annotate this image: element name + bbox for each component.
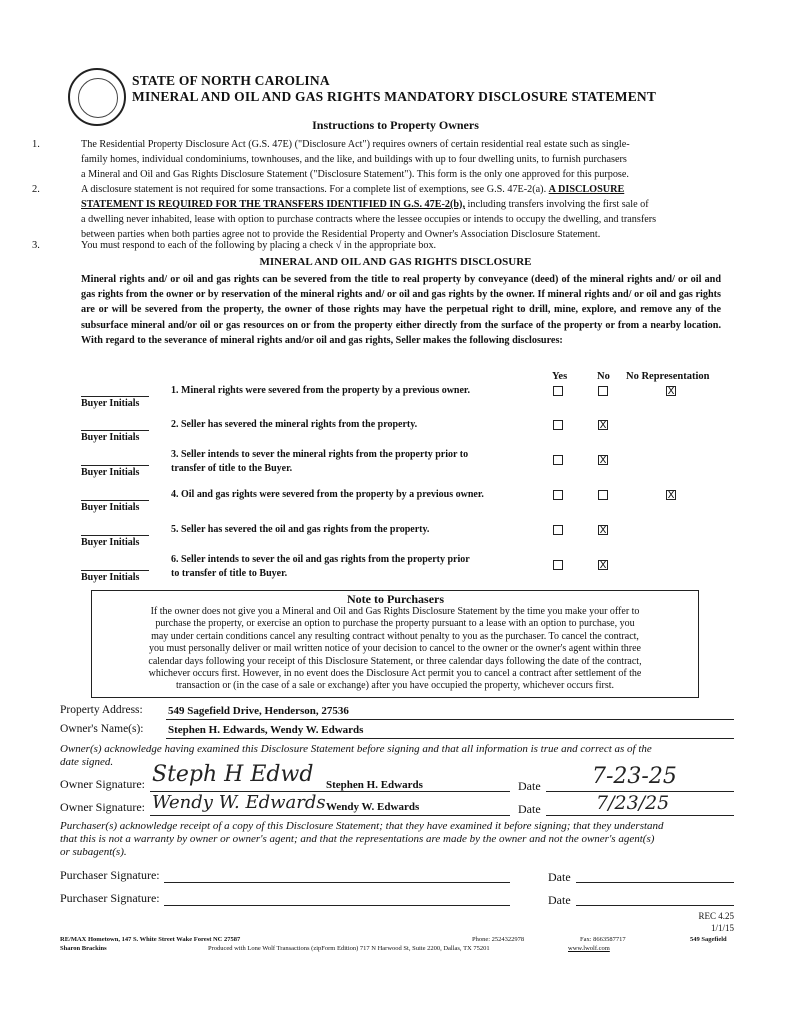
owner-name-2: Wendy W. Edwards — [326, 801, 420, 813]
disclosure-text: Mineral rights and/ or oil and gas rights can be severed from the title to real property by conveyance (deed) of the mineral rights and/ or oil and gas rights from the owner or by reservation of the mineral rights and/ or oil and gas rights by the owner. If mineral rights and/ or oil and gas rights are or will be severed from the property, the owner of those rights may have the perpetual right to drill, mine, explore, and remove any of the subsurface mineral and/or oil or gas resources on or from the property either directly from the surface of the property or from a nearby location. With regard to the severance of mineral rights and/or oil and gas rights, Seller makes the following disclosures: — [81, 274, 721, 346]
instruction-num-3: 3. — [32, 240, 40, 251]
buyer-initials-label: Buyer Initials — [81, 467, 140, 478]
address-line — [166, 719, 734, 720]
sig-line-2 — [150, 815, 510, 816]
instruction-num-2: 2. — [32, 184, 40, 195]
purchaser-date-label-1: Date — [548, 870, 571, 884]
buyer-initials-label: Buyer Initials — [81, 398, 140, 409]
purchaser-date-label-2: Date — [548, 893, 571, 907]
owner-date-2[interactable]: 7/23/25 — [596, 792, 670, 814]
property-address-value[interactable]: 549 Sagefield Drive, Henderson, 27536 — [168, 705, 349, 717]
property-address-label: Property Address: — [60, 704, 143, 716]
date-label-1: Date — [518, 779, 541, 793]
buyer-initials-line[interactable] — [81, 465, 149, 466]
disclosure-item-5: 5. Seller has severed the oil and gas rights from the property. — [171, 524, 430, 535]
buyer-initials-label: Buyer Initials — [81, 502, 140, 513]
disclosure-item-3: 3. Seller intends to sever the mineral rights from the property prior to transfer of title to the Buyer. — [171, 449, 469, 474]
checkbox-yes-1[interactable] — [553, 386, 563, 396]
checkbox-no-6[interactable]: X — [599, 560, 607, 571]
buyer-initials-line[interactable] — [81, 396, 149, 397]
buyer-initials-line[interactable] — [81, 535, 149, 536]
owner-signature-label-1: Owner Signature: — [60, 777, 145, 791]
col-no-representation: No Representation — [626, 371, 710, 382]
disclosure-title: MINERAL AND OIL AND GAS RIGHTS DISCLOSURE — [259, 256, 532, 268]
footer-office: RE/MAX Hometown, 147 S. White Street Wake Forest NC 27587 — [60, 936, 241, 943]
owner-signature-1[interactable]: Steph H Edwd — [152, 762, 314, 787]
disclosure-item-4: 4. Oil and gas rights were severed from the property by a previous owner. — [171, 489, 484, 500]
owners-name-label: Owner's Name(s): — [60, 723, 144, 735]
purchaser-signature-label-2: Purchaser Signature: — [60, 891, 160, 905]
disclosure-item-1: 1. Mineral rights were severed from the property by a previous owner. — [171, 385, 470, 396]
footer-agent: Sharon Brackins — [60, 945, 107, 952]
buyer-initials-line[interactable] — [81, 500, 149, 501]
purchaser-signature-label-1: Purchaser Signature: — [60, 868, 160, 882]
owner-acknowledgment: Owner(s) acknowledge having examined this Disclosure Statement before signing and that all information is true and correct as of the date signed. — [60, 743, 652, 768]
form-heading: MINERAL AND OIL AND GAS RIGHTS MANDATORY DISCLOSURE STATEMENT — [132, 89, 657, 104]
instruction-3: You must respond to each of the following by placing a check √ in the appropriate box. — [81, 240, 437, 251]
owner-signature-2[interactable]: Wendy W. Edwards — [152, 792, 326, 813]
col-no: No — [597, 371, 610, 382]
owners-line — [166, 738, 734, 739]
footer-file-name: 549 Sagefield — [690, 936, 727, 943]
checkbox-no-1[interactable] — [598, 386, 608, 396]
note-title: Note to Purchasers — [346, 592, 445, 606]
note-body: If the owner does not give you a Mineral and Oil and Gas Rights Disclosure Statement by the time you make your offer to purchase the property, or exercise an option to purchase the property pursuant to a lease with an option to purchase, you may under certain conditions cancel any resulting contract without penalty to you as the purchaser. To cancel the contract, you must personally deliver or mail written notice of your decision to cancel to the owner or the owner's agent within three calendar days following your receipt of this Disclosure Statement, or three calendar days following the date of the contract, whichever occurs first. However, in no event does the Disclosure Act permit you to cancel a contract after settlement of the transaction or (in the case of a sale or exchange) after you have occupied the property, whichever occurs first. — [148, 606, 642, 692]
buyer-initials-line[interactable] — [81, 430, 149, 431]
instruction-2: A disclosure statement is not required for some transactions. For a complete list of exemptions, see G.S. 47E-2(a). A DISCLOSURE STATEMENT IS REQUIRED FOR THE TRANSFERS IDENTIFIED IN G.S. 47E-2(b), including transfers involving the first sale of a dwelling never inhabited, lease with option to purchase contracts where the lessee occupies or intends to occupy the dwelling, and transfers between parties when both parties agree not to provide the Residential Property and Owner's Association Disclosure Statement. — [81, 184, 657, 240]
footer-fax: Fax: 8663587717 — [580, 936, 626, 943]
buyer-initials-line[interactable] — [81, 570, 149, 571]
purchaser-date-line-1[interactable] — [576, 882, 734, 883]
instruction-num-1: 1. — [32, 139, 40, 150]
state-heading: STATE OF NORTH CAROLINA — [132, 73, 330, 88]
checkbox-no-3[interactable]: X — [599, 455, 607, 466]
checkbox-yes-4[interactable] — [553, 490, 563, 500]
disclosure-item-6: 6. Seller intends to sever the oil and gas rights from the property prior to transfer of title to Buyer. — [171, 554, 470, 579]
owner-date-1[interactable]: 7-23-25 — [592, 764, 677, 789]
instruction-1: The Residential Property Disclosure Act (G.S. 47E) ("Disclosure Act") requires owners of certain residential real estate such as single- family homes, individual condominiums, townhouses, and the like, and buildings with up to four dwelling units, to furnish purchasers a Mineral and Oil and Gas Rights Disclosure Statement ("Disclosure Statement"). This form is the only one approved for this purpose. — [81, 139, 630, 180]
form-revision: 1/1/15 — [710, 923, 734, 933]
checkbox-no-4[interactable] — [598, 490, 608, 500]
form-number: REC 4.25 — [698, 911, 734, 921]
owners-name-value[interactable]: Stephen H. Edwards, Wendy W. Edwards — [168, 724, 364, 736]
checkbox-yes-5[interactable] — [553, 525, 563, 535]
disclosure-item-2: 2. Seller has severed the mineral rights from the property. — [171, 419, 418, 430]
checkbox-yes-6[interactable] — [553, 560, 563, 570]
buyer-initials-label: Buyer Initials — [81, 537, 140, 548]
buyer-initials-label: Buyer Initials — [81, 572, 140, 583]
footer-phone: Phone: 2524322978 — [472, 936, 525, 943]
date-label-2: Date — [518, 802, 541, 816]
checkbox-yes-3[interactable] — [553, 455, 563, 465]
instructions-title: Instructions to Property Owners — [312, 118, 479, 132]
footer-url[interactable]: www.lwolf.com — [568, 945, 610, 952]
col-yes: Yes — [552, 371, 568, 382]
checkbox-norep-4[interactable]: X — [667, 490, 675, 501]
purchaser-acknowledgment: Purchaser(s) acknowledge receipt of a copy of this Disclosure Statement; that they have examined it before signing; that they understand that this is not a warranty by owner or owner's agent; and that the representations are made by the owner and not the owner's agent(s) or subagent(s). — [60, 820, 664, 858]
owner-name-1: Stephen H. Edwards — [326, 779, 423, 791]
checkbox-no-2[interactable]: X — [599, 420, 607, 431]
checkbox-norep-1[interactable]: X — [667, 386, 675, 397]
footer-produced: Produced with Lone Wolf Transactions (zipForm Edition) 717 N Harwood St, Suite 2200, Dallas, TX 75201 — [208, 945, 490, 952]
checkbox-no-5[interactable]: X — [599, 525, 607, 536]
buyer-initials-label: Buyer Initials — [81, 432, 140, 443]
checkbox-yes-2[interactable] — [553, 420, 563, 430]
purchaser-sig-line-2[interactable] — [164, 905, 510, 906]
owner-signature-label-2: Owner Signature: — [60, 800, 145, 814]
purchaser-date-line-2[interactable] — [576, 905, 734, 906]
purchaser-sig-line-1[interactable] — [164, 882, 510, 883]
date-line-2 — [546, 815, 734, 816]
